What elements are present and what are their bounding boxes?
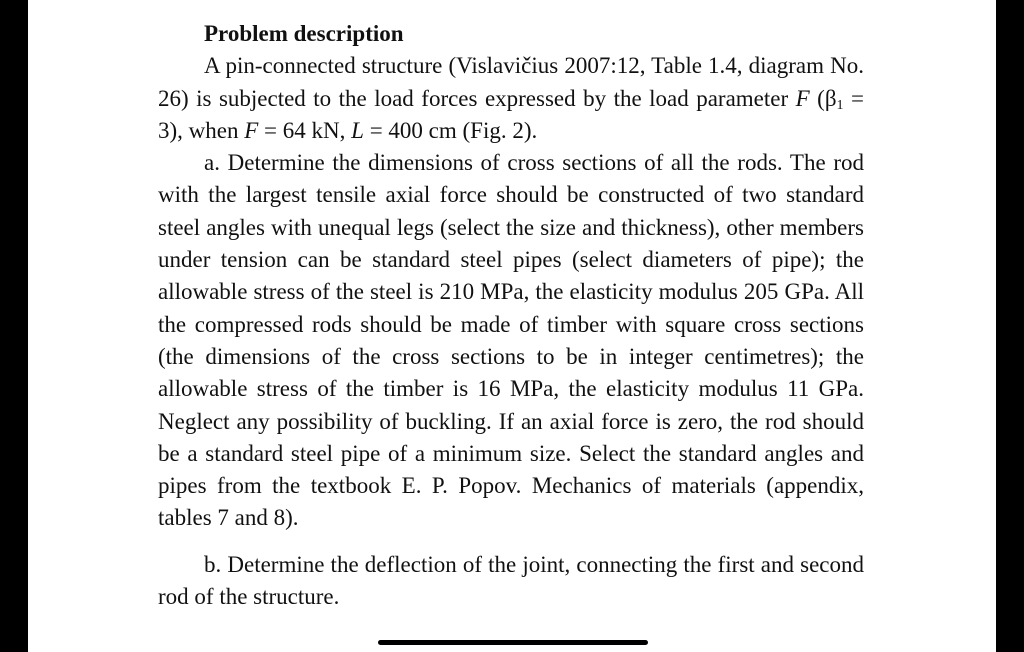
intro-text-5: = 400 cm (Fig. 2).: [363, 117, 538, 143]
beta-subscript: 1: [836, 97, 844, 113]
variable-f-2: F: [244, 117, 259, 143]
document-page: [28, 0, 996, 652]
section-heading: Problem description: [204, 21, 404, 46]
intro-text-2: (β: [809, 85, 837, 111]
scroll-indicator-bar[interactable]: [378, 640, 648, 645]
problem-paragraph-intro: [158, 50, 864, 147]
problem-paragraph-a: a. Determine the dimensions of cross sections of all the rods. The rod with the largest tensile axial force should be constructed of two standard steel angles with unequal legs (select the size and thickness), other members under tension can be standard steel pipes (select diameters of pipe); the allowable stress of the steel is 210 MPa, the elasticity modulus 205 GPa. All the compressed rods should be made of timber with square cross sections (the dimensions of the cross sections to be in integer centimetres); the allowable stress of the timber is 16 MPa, the elasticity modulus 11 GPa. Neglect any possibility of buckling. If an axial force is zero, the rod should be a standard steel pipe of a minimum size. Select the standard angles and pipes from the textbook E. P. Popov. Mechanics of materials (appendix, tables 7 and 8).: [158, 150, 864, 531]
variable-f: F: [795, 85, 810, 111]
intro-text-1: A pin-connected structure (Vislavičius 2007:12, Table 1.4, diagram No. 26) is subjected to the load forces expressed by the load parameter: [158, 53, 864, 111]
variable-l: L: [351, 117, 364, 143]
intro-text-4: = 64 kN,: [258, 117, 352, 143]
page-content: [158, 18, 864, 613]
problem-paragraph-b: b. Determine the deflection of the joint, connecting the first and second rod of the structure.: [158, 551, 864, 610]
intro-text-3: = 3), when: [158, 85, 864, 143]
